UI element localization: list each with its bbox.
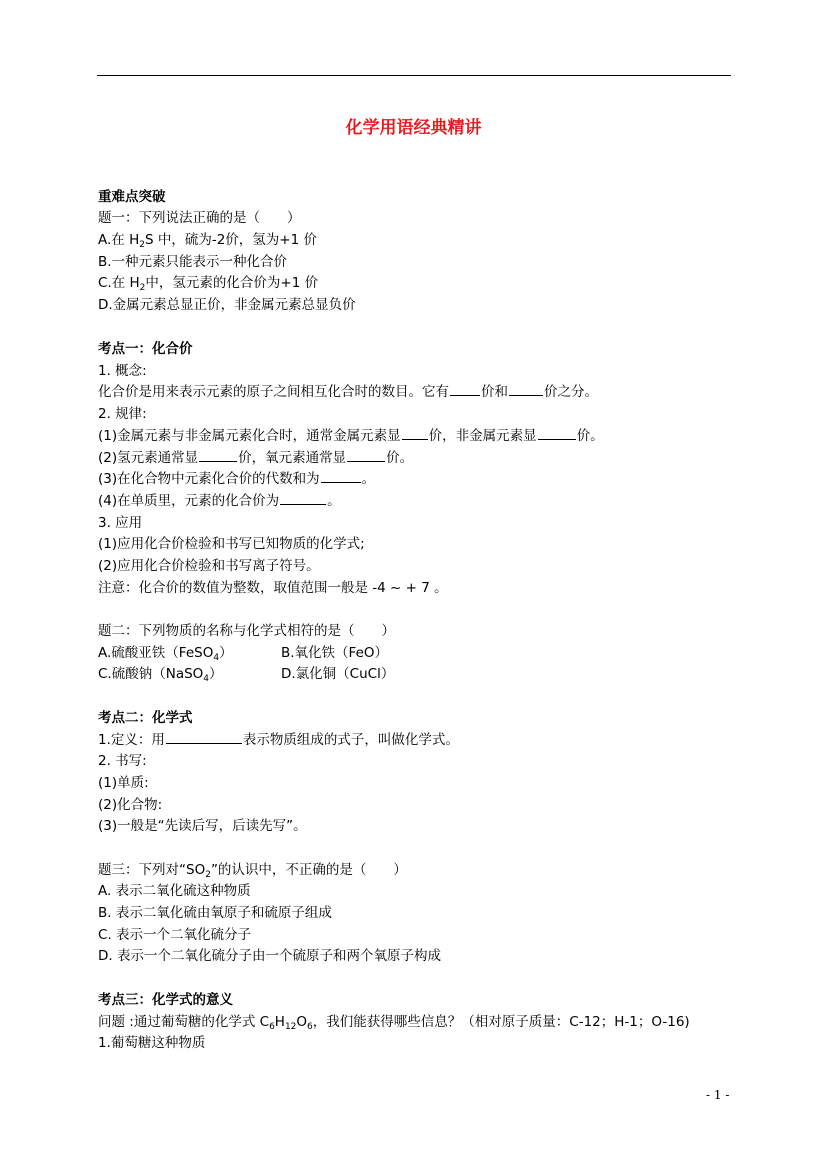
- k1-rule-2: (2)氢元素通常显 价，氧元素通常显 价。: [98, 450, 414, 466]
- k1-rule-label: 2. 规律:: [98, 406, 147, 422]
- document-title: 化学用语经典精讲: [345, 118, 482, 138]
- k1-note: 注意：化合价的数值为整数，取值范围一般是 -4 ~ + 7 。: [98, 580, 448, 596]
- header-rule: [97, 75, 731, 76]
- k1-heading: 考点一：化合价: [98, 341, 193, 357]
- k3-heading: 考点三：化学式的意义: [98, 992, 233, 1008]
- q3-option-b: B. 表示二氧化硫由氧原子和硫原子组成: [98, 905, 332, 921]
- k1-rule-4: (4)在单质里，元素的化合价为 。: [98, 493, 341, 509]
- q3-option-d: D. 表示一个二氧化硫分子由一个硫原子和两个氧原子构成: [98, 948, 441, 964]
- k2-write-2: (2)化合物:: [98, 797, 163, 813]
- q3-option-c: C. 表示一个二氧化硫分子: [98, 927, 252, 943]
- q1-option-c: C.在 $H_2$中，氢元素的化合价为+1 价: [98, 275, 319, 293]
- q2-option-d: D.氯化铜（CuCl）: [281, 666, 395, 682]
- k3-point-1: 1.葡萄糖这种物质: [98, 1035, 206, 1051]
- q3-option-a: A. 表示二氧化硫这种物质: [98, 883, 251, 899]
- k2-heading: 考点二：化学式: [98, 710, 193, 726]
- k1-concept-label: 1. 概念:: [98, 363, 147, 379]
- k1-use-1: (1)应用化合价检验和书写已知物质的化学式;: [98, 536, 365, 552]
- k1-concept-text: 化合价是用来表示元素的原子之间相互化合时的数目。它有 价和 价之分。: [98, 384, 598, 400]
- k1-rule-3: (3)在化合物中元素化合价的代数和为 。: [98, 471, 376, 487]
- q1-option-a: A.在 $H_2S$ 中，硫为-2价，氢为+1 价: [98, 232, 317, 250]
- q1-option-d: D.金属元素总显正价，非金属元素总显负价: [98, 297, 356, 313]
- page-number: - 1 -: [706, 1088, 730, 1102]
- q3-stem: 题三：下列对“$SO_2$”的认识中，不正确的是（ ）: [98, 862, 407, 880]
- k1-use-2: (2)应用化合价检验和书写离子符号。: [98, 558, 320, 574]
- k2-write-1: (1)单质:: [98, 775, 149, 791]
- section-heading: 重难点突破: [98, 189, 166, 205]
- k3-question: 问题 :通过葡萄糖的化学式 $C_6H_{12}O_6$，我们能获得哪些信息？（相对原子质量：C-12；H-1；O-16): [98, 1014, 690, 1032]
- q1-stem: 题一：下列说法正确的是（ ）: [98, 210, 301, 226]
- k1-rule-1: (1)金属元素与非金属元素化合时，通常金属元素显 价，非金属元素显 价。: [98, 428, 604, 444]
- q2-options-ab: [98, 644, 389, 667]
- q2-option-b: B.氧化铁（FeO）: [281, 645, 389, 661]
- q2-options-cd: [98, 665, 395, 688]
- k2-write-3: (3)一般是“先读后写，后读先写”。: [98, 818, 307, 834]
- q2-option-a: A.硫酸亚铁（FeSO$_4$）: [98, 645, 233, 663]
- q1-option-b: B.一种元素只能表示一种化合价: [98, 254, 288, 270]
- k1-use-label: 3. 应用: [98, 515, 143, 531]
- q2-stem: 题二：下列物质的名称与化学式相符的是（ ）: [98, 623, 395, 639]
- k2-write-label: 2. 书写:: [98, 753, 147, 769]
- k2-definition: 1.定义：用 表示物质组成的式子，叫做化学式。: [98, 732, 459, 748]
- q2-option-c: C.硫酸钠（NaSO$_4$）: [98, 666, 223, 684]
